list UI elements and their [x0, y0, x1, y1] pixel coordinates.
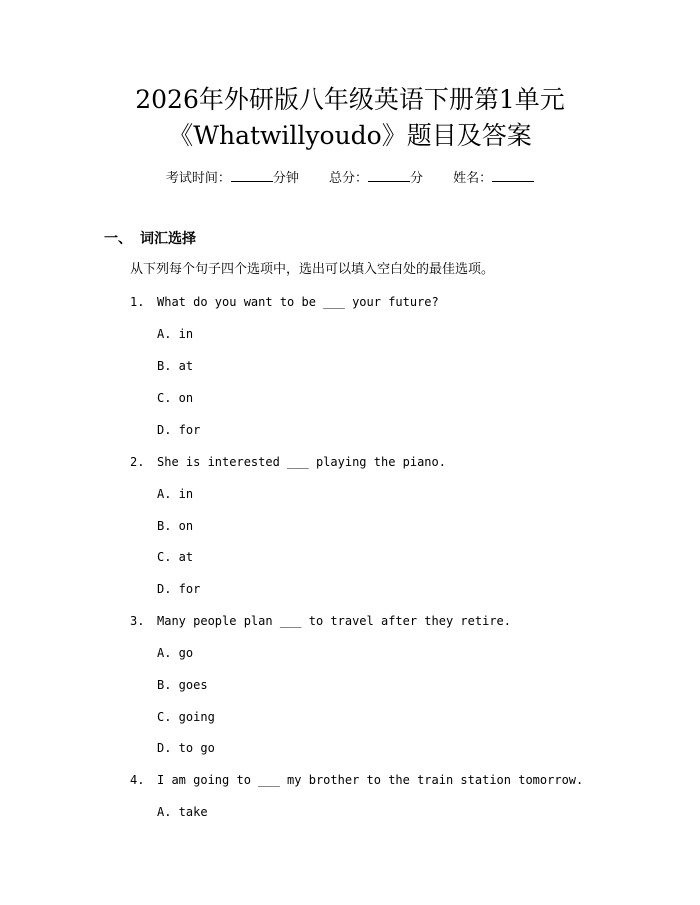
section-instruction: 从下列每个句子四个选项中，选出可以填入空白处的最佳选项。	[130, 262, 495, 277]
question-text: I am going to ___ my brother to the train station tomorrow.	[157, 773, 584, 787]
exam-score-label: 总分：	[328, 171, 368, 186]
exam-name	[453, 171, 534, 186]
question-text: She is interested ___ playing the piano.	[157, 455, 446, 469]
question-option: A. take	[157, 805, 208, 819]
question-text: Many people plan ___ to travel after they retire.	[157, 614, 512, 628]
exam-meta	[0, 169, 700, 188]
question-option: C. on	[157, 391, 194, 405]
question-option: D. to go	[157, 741, 215, 755]
exam-name-blank	[492, 169, 534, 182]
question-option: A. in	[157, 327, 194, 341]
question-option: D. for	[157, 582, 201, 596]
question-option: B. at	[157, 359, 194, 373]
exam-name-label: 姓名：	[453, 171, 493, 186]
exam-time-unit: 分钟	[272, 171, 299, 186]
question-option: D. for	[157, 423, 201, 437]
section-title: 词汇选择	[140, 231, 196, 247]
section-heading	[104, 230, 196, 248]
question-option: B. goes	[157, 678, 208, 692]
question-option: C. going	[157, 710, 215, 724]
section-number: 一、	[104, 231, 132, 247]
exam-time-label: 考试时间：	[165, 171, 231, 186]
question-option: A. in	[157, 487, 194, 501]
question-number: 4.	[130, 773, 145, 787]
exam-score-blank	[368, 169, 410, 182]
question-number: 3.	[130, 614, 145, 628]
exam-score-unit: 分	[410, 171, 424, 186]
document-title-line2: 《Whatwillyoudo》题目及答案	[168, 121, 532, 150]
exam-time	[166, 171, 303, 186]
question-option: C. at	[157, 550, 194, 564]
document-title-line1: 2026年外研版八年级英语下册第1单元	[135, 85, 565, 114]
question-number: 1.	[130, 295, 145, 309]
question-text: What do you want to be ___ your future?	[157, 295, 439, 309]
exam-time-blank	[231, 169, 273, 182]
exam-score	[329, 171, 427, 186]
question-number: 2.	[130, 455, 145, 469]
question-option: B. on	[157, 519, 194, 533]
question-option: A. go	[157, 646, 194, 660]
